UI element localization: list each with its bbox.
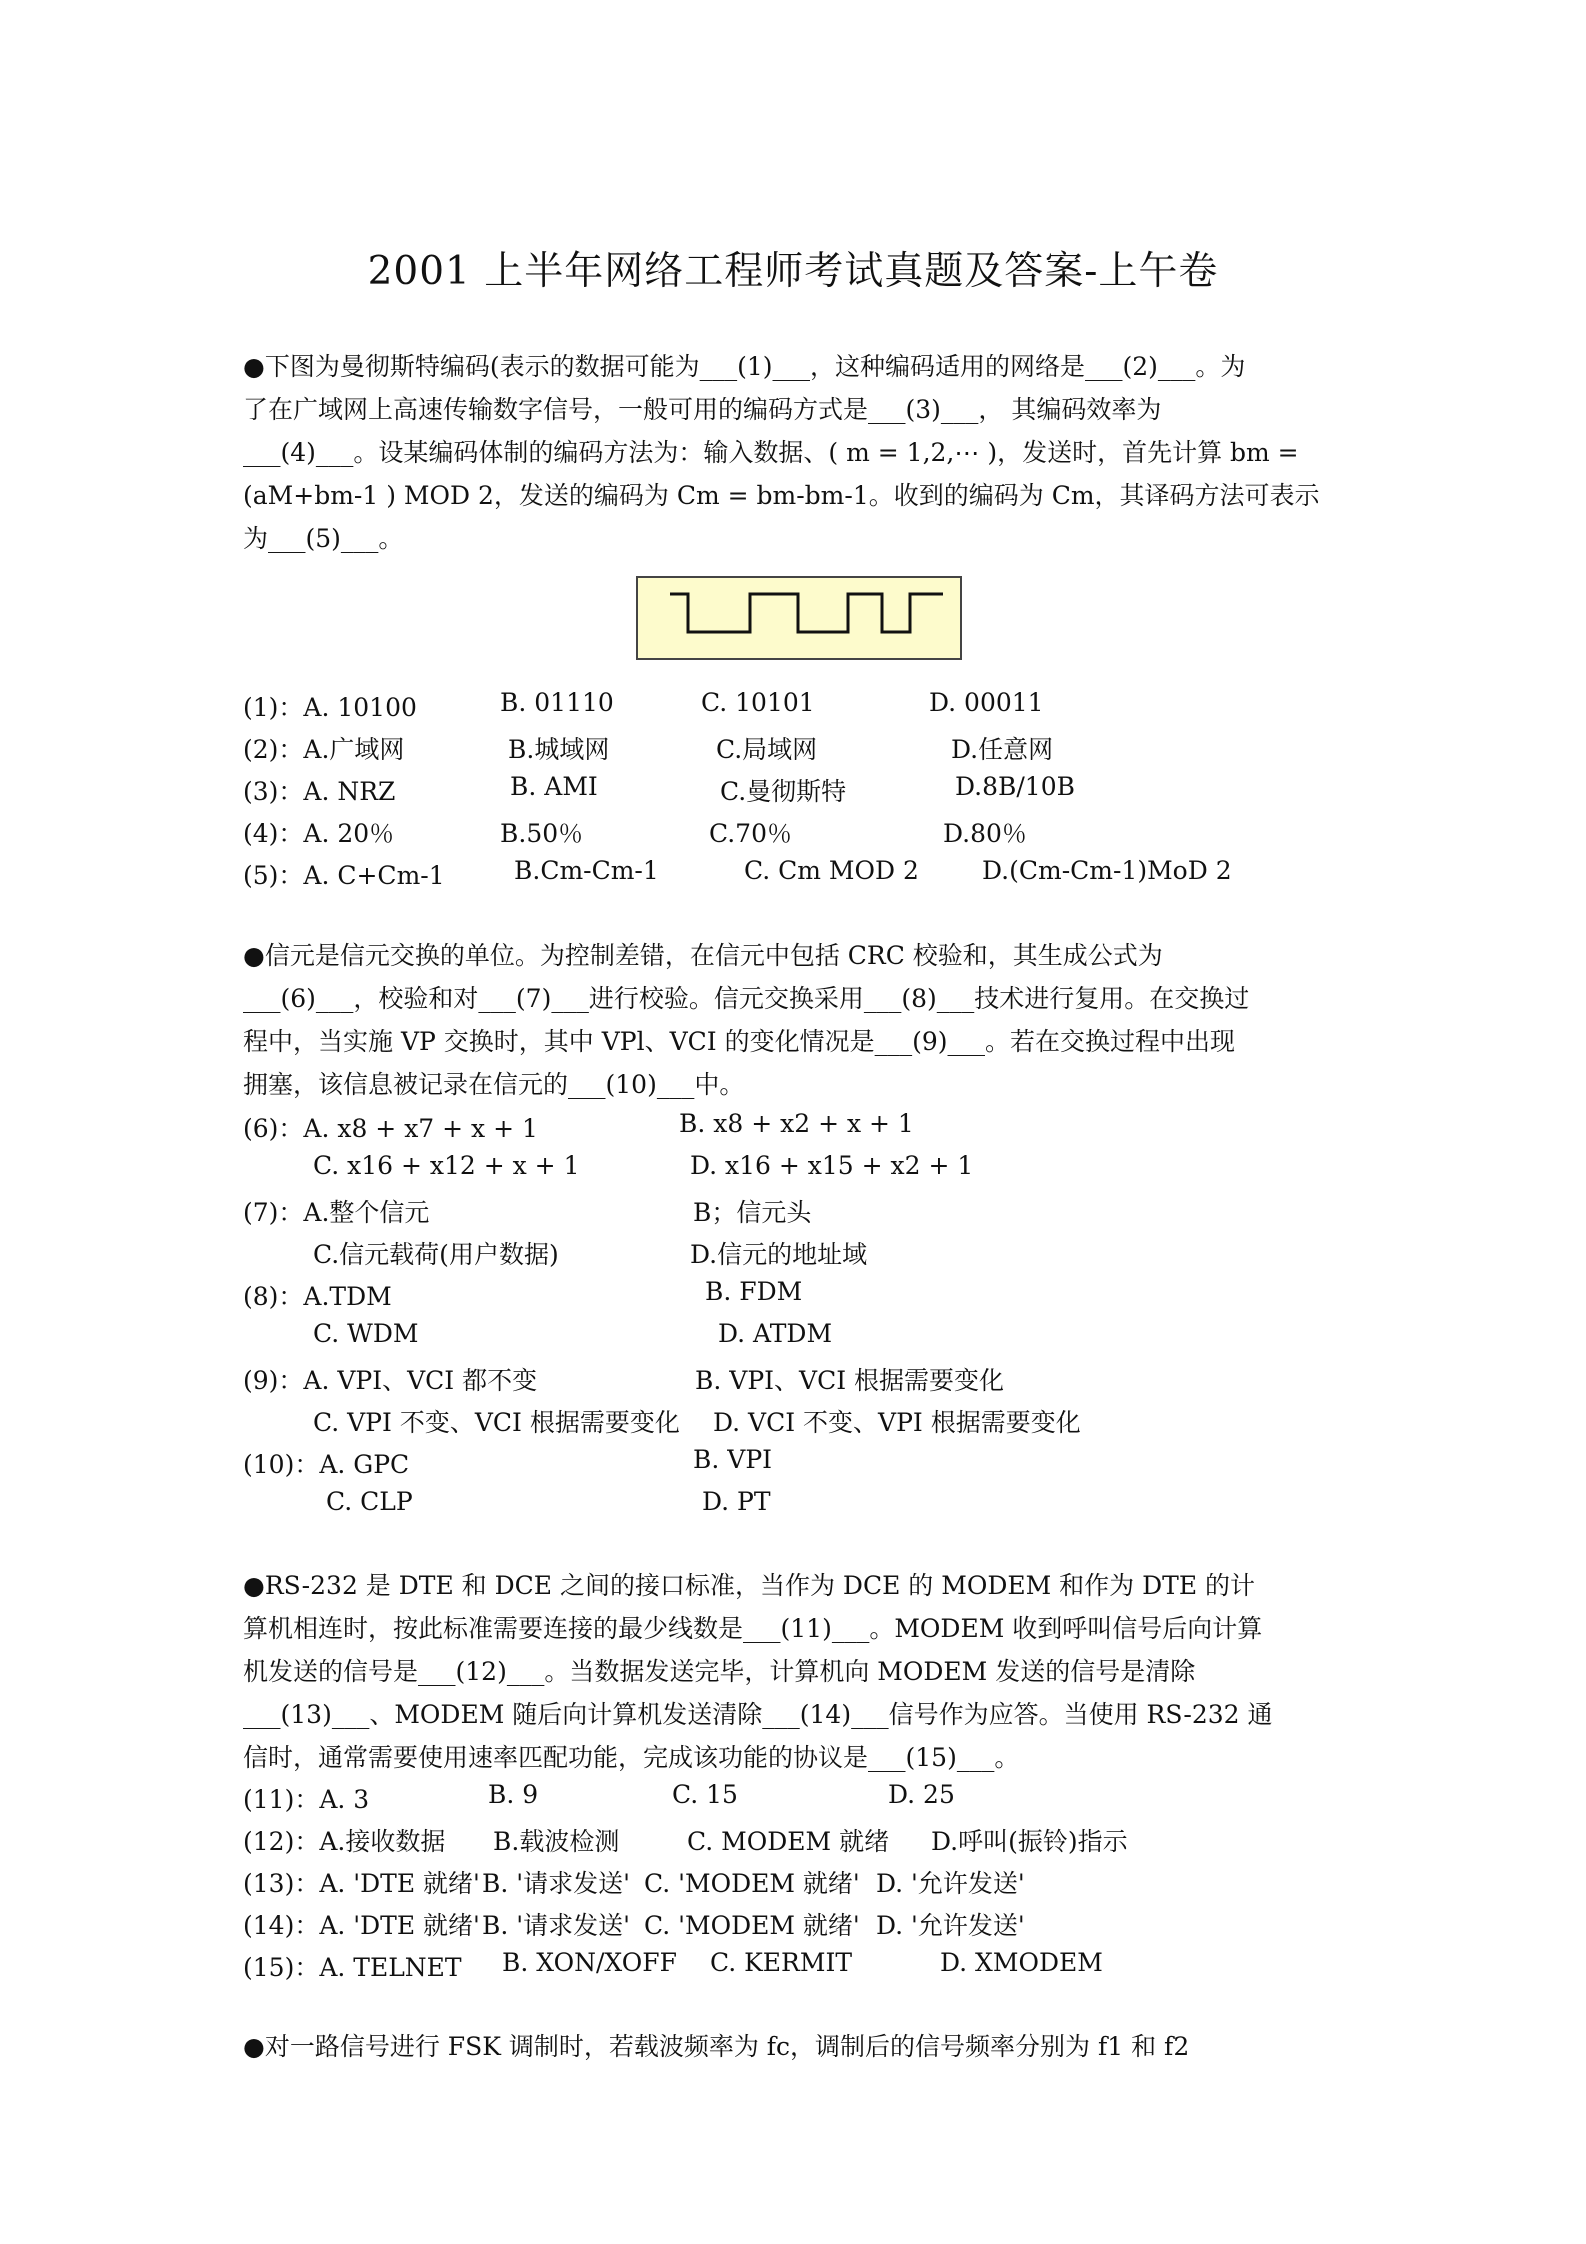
option-a: (6)：A. x8 + x7 + x + 1 (243, 1114, 538, 1143)
option-b: B. VPI (693, 1445, 773, 1474)
stem-line: ●下图为曼彻斯特编码(表示的数据可能为___(1)___，这种编码适用的网络是___(2)___。为 (243, 352, 1246, 381)
manchester-waveform-diagram (636, 576, 962, 660)
option-b: B. '请求发送' (482, 1911, 631, 1940)
option-b: B. FDM (705, 1277, 803, 1306)
option-d: D.信元的地址域 (690, 1240, 868, 1269)
option-c: C. 10101 (701, 688, 815, 717)
option-a: (4)：A. 20％ (243, 819, 395, 848)
option-b: B. XON/XOFF (502, 1948, 677, 1977)
option-a: (12)：A.接收数据 (243, 1827, 446, 1856)
option-c: C. CLP (326, 1487, 413, 1516)
option-a: (7)：A.整个信元 (243, 1198, 430, 1227)
option-b: B；信元头 (693, 1198, 812, 1227)
option-d: D.呼叫(振铃)指示 (931, 1827, 1128, 1856)
option-c: C. KERMIT (710, 1948, 853, 1977)
option-d: D.80％ (943, 819, 1027, 848)
option-d: D. 25 (888, 1780, 955, 1809)
option-d: D. x16 + x15 + x2 + 1 (690, 1151, 974, 1180)
question-2-stem (243, 934, 1353, 1106)
stem-line: 算机相连时，按此标准需要连接的最少线数是___(11)___。MODEM 收到呼叫信号后向计算 (243, 1614, 1263, 1643)
option-c: C. Cm MOD 2 (744, 856, 919, 885)
question-4-stem (243, 2025, 1353, 2068)
option-c: C. VPI 不变、VCI 根据需要变化 (313, 1408, 680, 1437)
option-c: C. WDM (313, 1319, 419, 1348)
option-b: B. x8 + x2 + x + 1 (679, 1109, 914, 1138)
option-d: D.任意网 (951, 735, 1054, 764)
stem-line: ___(4)___。设某编码体制的编码方法为：输入数据、( m = 1,2,⋯ )，发送时，首先计算 bm = (243, 438, 1299, 467)
stem-line: ___(13)___、MODEM 随后向计算机发送清除___(14)___信号作为应答。当使用 RS-232 通 (243, 1700, 1273, 1729)
option-a: (13)：A. 'DTE 就绪' (243, 1869, 480, 1898)
stem-line: ●RS-232 是 DTE 和 DCE 之间的接口标准，当作为 DCE 的 MODEM 和作为 DTE 的计 (243, 1571, 1256, 1600)
option-a: (11)：A. 3 (243, 1785, 370, 1814)
option-d: D. XMODEM (940, 1948, 1103, 1977)
stem-line: 信时，通常需要使用速率匹配功能，完成该功能的协议是___(15)___。 (243, 1743, 1020, 1772)
option-a: (10)：A. GPC (243, 1450, 410, 1479)
option-a: (2)：A.广域网 (243, 735, 405, 764)
option-d: D. VCI 不变、VPI 根据需要变化 (713, 1408, 1081, 1437)
option-a: (5)：A. C+Cm-1 (243, 861, 445, 890)
stem-line: 拥塞，该信息被记录在信元的___(10)___中。 (243, 1070, 745, 1099)
option-c: C. 'MODEM 就绪' (644, 1911, 860, 1940)
option-d: D. '允许发送' (876, 1869, 1025, 1898)
stem-line: (aM+bm-1 ) MOD 2，发送的编码为 Cm = bm-bm-1。收到的编码为 Cm，其译码方法可表示 (243, 481, 1320, 510)
option-d: D. ATDM (718, 1319, 833, 1348)
question-1-stem (243, 345, 1353, 560)
option-c: C. x16 + x12 + x + 1 (313, 1151, 580, 1180)
option-a: (1)：A. 10100 (243, 693, 417, 722)
option-d: D. PT (702, 1487, 771, 1516)
stem-line: 程中，当实施 VP 交换时，其中 VPl、VCI 的变化情况是___(9)___。若在交换过程中出现 (243, 1027, 1236, 1056)
option-c: C. 15 (672, 1780, 738, 1809)
manchester-waveform-icon (638, 578, 960, 658)
option-c: C. MODEM 就绪 (687, 1827, 890, 1856)
option-b: B. 01110 (500, 688, 614, 717)
option-c: C.信元载荷(用户数据) (313, 1240, 559, 1269)
stem-line: ●信元是信元交换的单位。为控制差错，在信元中包括 CRC 校验和，其生成公式为 (243, 941, 1163, 970)
stem-line: ●对一路信号进行 FSK 调制时，若载波频率为 fc，调制后的信号频率分别为 f1 和 f2 (243, 2032, 1190, 2061)
option-d: D.(Cm-Cm-1)MoD 2 (982, 856, 1232, 885)
option-c: C. 'MODEM 就绪' (644, 1869, 860, 1898)
option-b: B.载波检测 (493, 1827, 620, 1856)
document-title: 2001 上半年网络工程师考试真题及答案-上午卷 (367, 249, 1219, 294)
option-d: D. 00011 (929, 688, 1044, 717)
option-b: B. AMI (510, 772, 598, 801)
stem-line: 为___(5)___。 (243, 524, 404, 553)
option-b: B.城域网 (508, 735, 610, 764)
option-b: B.50％ (500, 819, 584, 848)
option-a: (3)：A. NRZ (243, 777, 396, 806)
option-b: B.Cm-Cm-1 (514, 856, 659, 885)
option-a: (15)：A. TELNET (243, 1953, 462, 1982)
option-a: (9)：A. VPI、VCI 都不变 (243, 1366, 538, 1395)
stem-line: 机发送的信号是___(12)___。当数据发送完毕，计算机向 MODEM 发送的信号是清除 (243, 1657, 1196, 1686)
stem-line: ___(6)___，校验和对___(7)___进行校验。信元交换采用___(8)___技术进行复用。在交换过 (243, 984, 1250, 1013)
option-c: C.70％ (709, 819, 792, 848)
stem-line: 了在广域网上高速传输数字信号，一般可用的编码方式是___(3)___， 其编码效率为 (243, 395, 1162, 424)
option-b: B. 9 (488, 1780, 539, 1809)
option-c: C.局域网 (716, 735, 818, 764)
option-d: D. '允许发送' (876, 1911, 1025, 1940)
option-a: (14)：A. 'DTE 就绪' (243, 1911, 480, 1940)
option-a: (8)：A.TDM (243, 1282, 392, 1311)
option-b: B. VPI、VCI 根据需要变化 (695, 1366, 1005, 1395)
option-c: C.曼彻斯特 (720, 777, 847, 806)
option-b: B. '请求发送' (482, 1869, 631, 1898)
question-3-stem (243, 1564, 1353, 1779)
option-d: D.8B/10B (955, 772, 1075, 801)
